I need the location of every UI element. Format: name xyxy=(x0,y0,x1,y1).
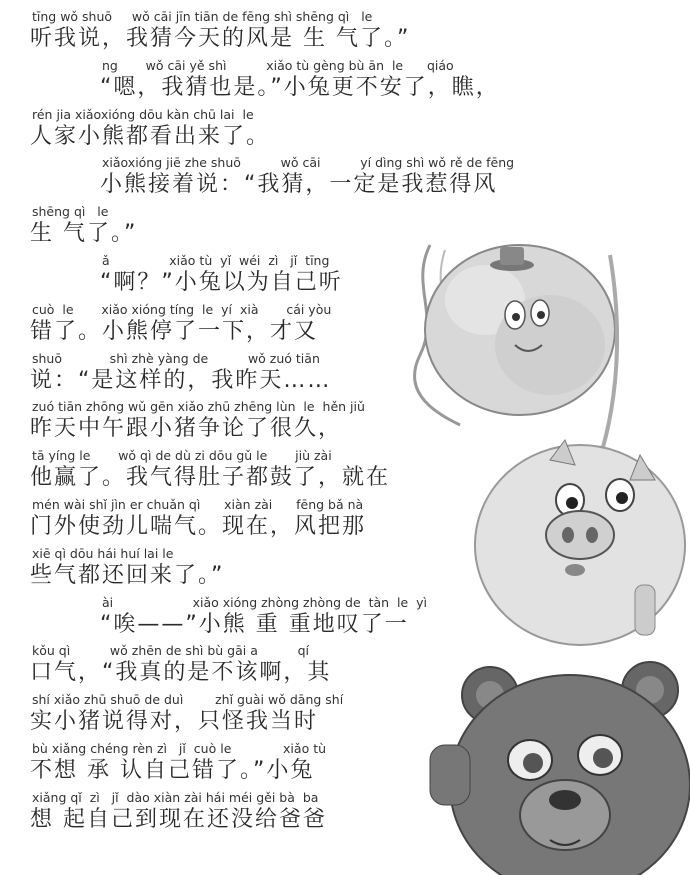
pinyin-line: ài xiǎo xióng zhòng zhòng de tàn le yì xyxy=(102,594,428,610)
pinyin-line: xiē qì dōu hái huí lai le xyxy=(32,545,174,561)
hanzi-line: 门外使劲儿喘气。现在，风把那 xyxy=(30,514,367,539)
bear-icon xyxy=(430,662,690,875)
pinyin-line: bù xiǎng chéng rèn zì jǐ cuò le xiǎo tù xyxy=(32,741,327,756)
hanzi-line: 些气都还回来了。” xyxy=(30,562,225,588)
pinyin-line: shuō shì zhè yàng de wǒ zuó tiān xyxy=(32,350,320,366)
pinyin-line: ǎ xiǎo tù yǐ wéi zì jǐ tīng xyxy=(102,253,330,268)
pinyin-line: xiǎoxióng jiē zhe shuō wǒ cāi yí dìng shì wǒ rě de fēng xyxy=(102,155,515,171)
pinyin-line: zuó tiān zhōng wǔ gēn xiǎo zhū zhēng lùn le hěn jiǔ xyxy=(32,399,365,415)
pinyin-line: rén jia xiǎoxióng dōu kàn chū lai le xyxy=(32,106,254,122)
hanzi-line: 说：“是这样的，我昨天…… xyxy=(30,367,332,393)
hanzi-line: 实小猪说得对，只怪我当时 xyxy=(30,709,319,735)
pinyin-line: kǒu qì wǒ zhēn de shì bù gāi a qí xyxy=(32,643,309,659)
pinyin-line: tīng wǒ shuō wǒ cāi jīn tiān de fēng shì shēng qì le xyxy=(32,9,373,24)
hanzi-line: “嗯，我猜也是。”小兔更不安了，瞧， xyxy=(100,74,500,100)
hanzi-line: 想 起自己到现在还没给爸爸 xyxy=(30,806,327,832)
hanzi-line: 小熊接着说：“我猜，一定是我惹得风 xyxy=(100,172,498,198)
pinyin-line: tā yíng le wǒ qì de dù zi dōu gǔ le jiù zài xyxy=(32,448,332,464)
pinyin-line: shí xiǎo zhū shuō de duì zhǐ guài wǒ dāng shí xyxy=(32,692,344,708)
story-illustration xyxy=(400,225,690,875)
hanzi-line: 错了。小熊停了一下，才又 xyxy=(30,318,319,344)
pinyin-line: ng wǒ cāi yě shì xiǎo tù gèng bù ān le qiáo xyxy=(102,57,454,73)
pinyin-line: shēng qì le xyxy=(32,204,109,220)
hanzi-line: 昨天中午跟小猪争论了很久， xyxy=(30,416,343,442)
hanzi-line: 听我说，我猜今天的风是 生 气了。” xyxy=(30,26,411,51)
hanzi-line: 不想 承 认自己错了。”小兔 xyxy=(30,758,315,783)
pig-icon xyxy=(475,440,685,645)
hanzi-line: “唉——”小熊 重 重地叹了一 xyxy=(100,611,409,637)
pinyin-line: cuò le xiǎo xióng tíng le yí xià cái yòu xyxy=(32,301,332,317)
hanzi-line: 人家小熊都看出来了。 xyxy=(30,123,271,149)
hanzi-line: “啊？”小兔以为自己听 xyxy=(100,270,343,295)
pinyin-line: mén wài shǐ jìn er chuǎn qì xiàn zài fēng bǎ nà xyxy=(32,497,364,512)
hanzi-line: 口气，“我真的是不该啊，其 xyxy=(30,660,332,686)
pinyin-line: xiǎng qǐ zì jǐ dào xiàn zài hái méi gěi bà ba xyxy=(32,789,319,805)
hanzi-line: 他赢了。我气得肚子都鼓了，就在 xyxy=(30,465,391,491)
hanzi-line: 生 气了。” xyxy=(30,221,138,247)
